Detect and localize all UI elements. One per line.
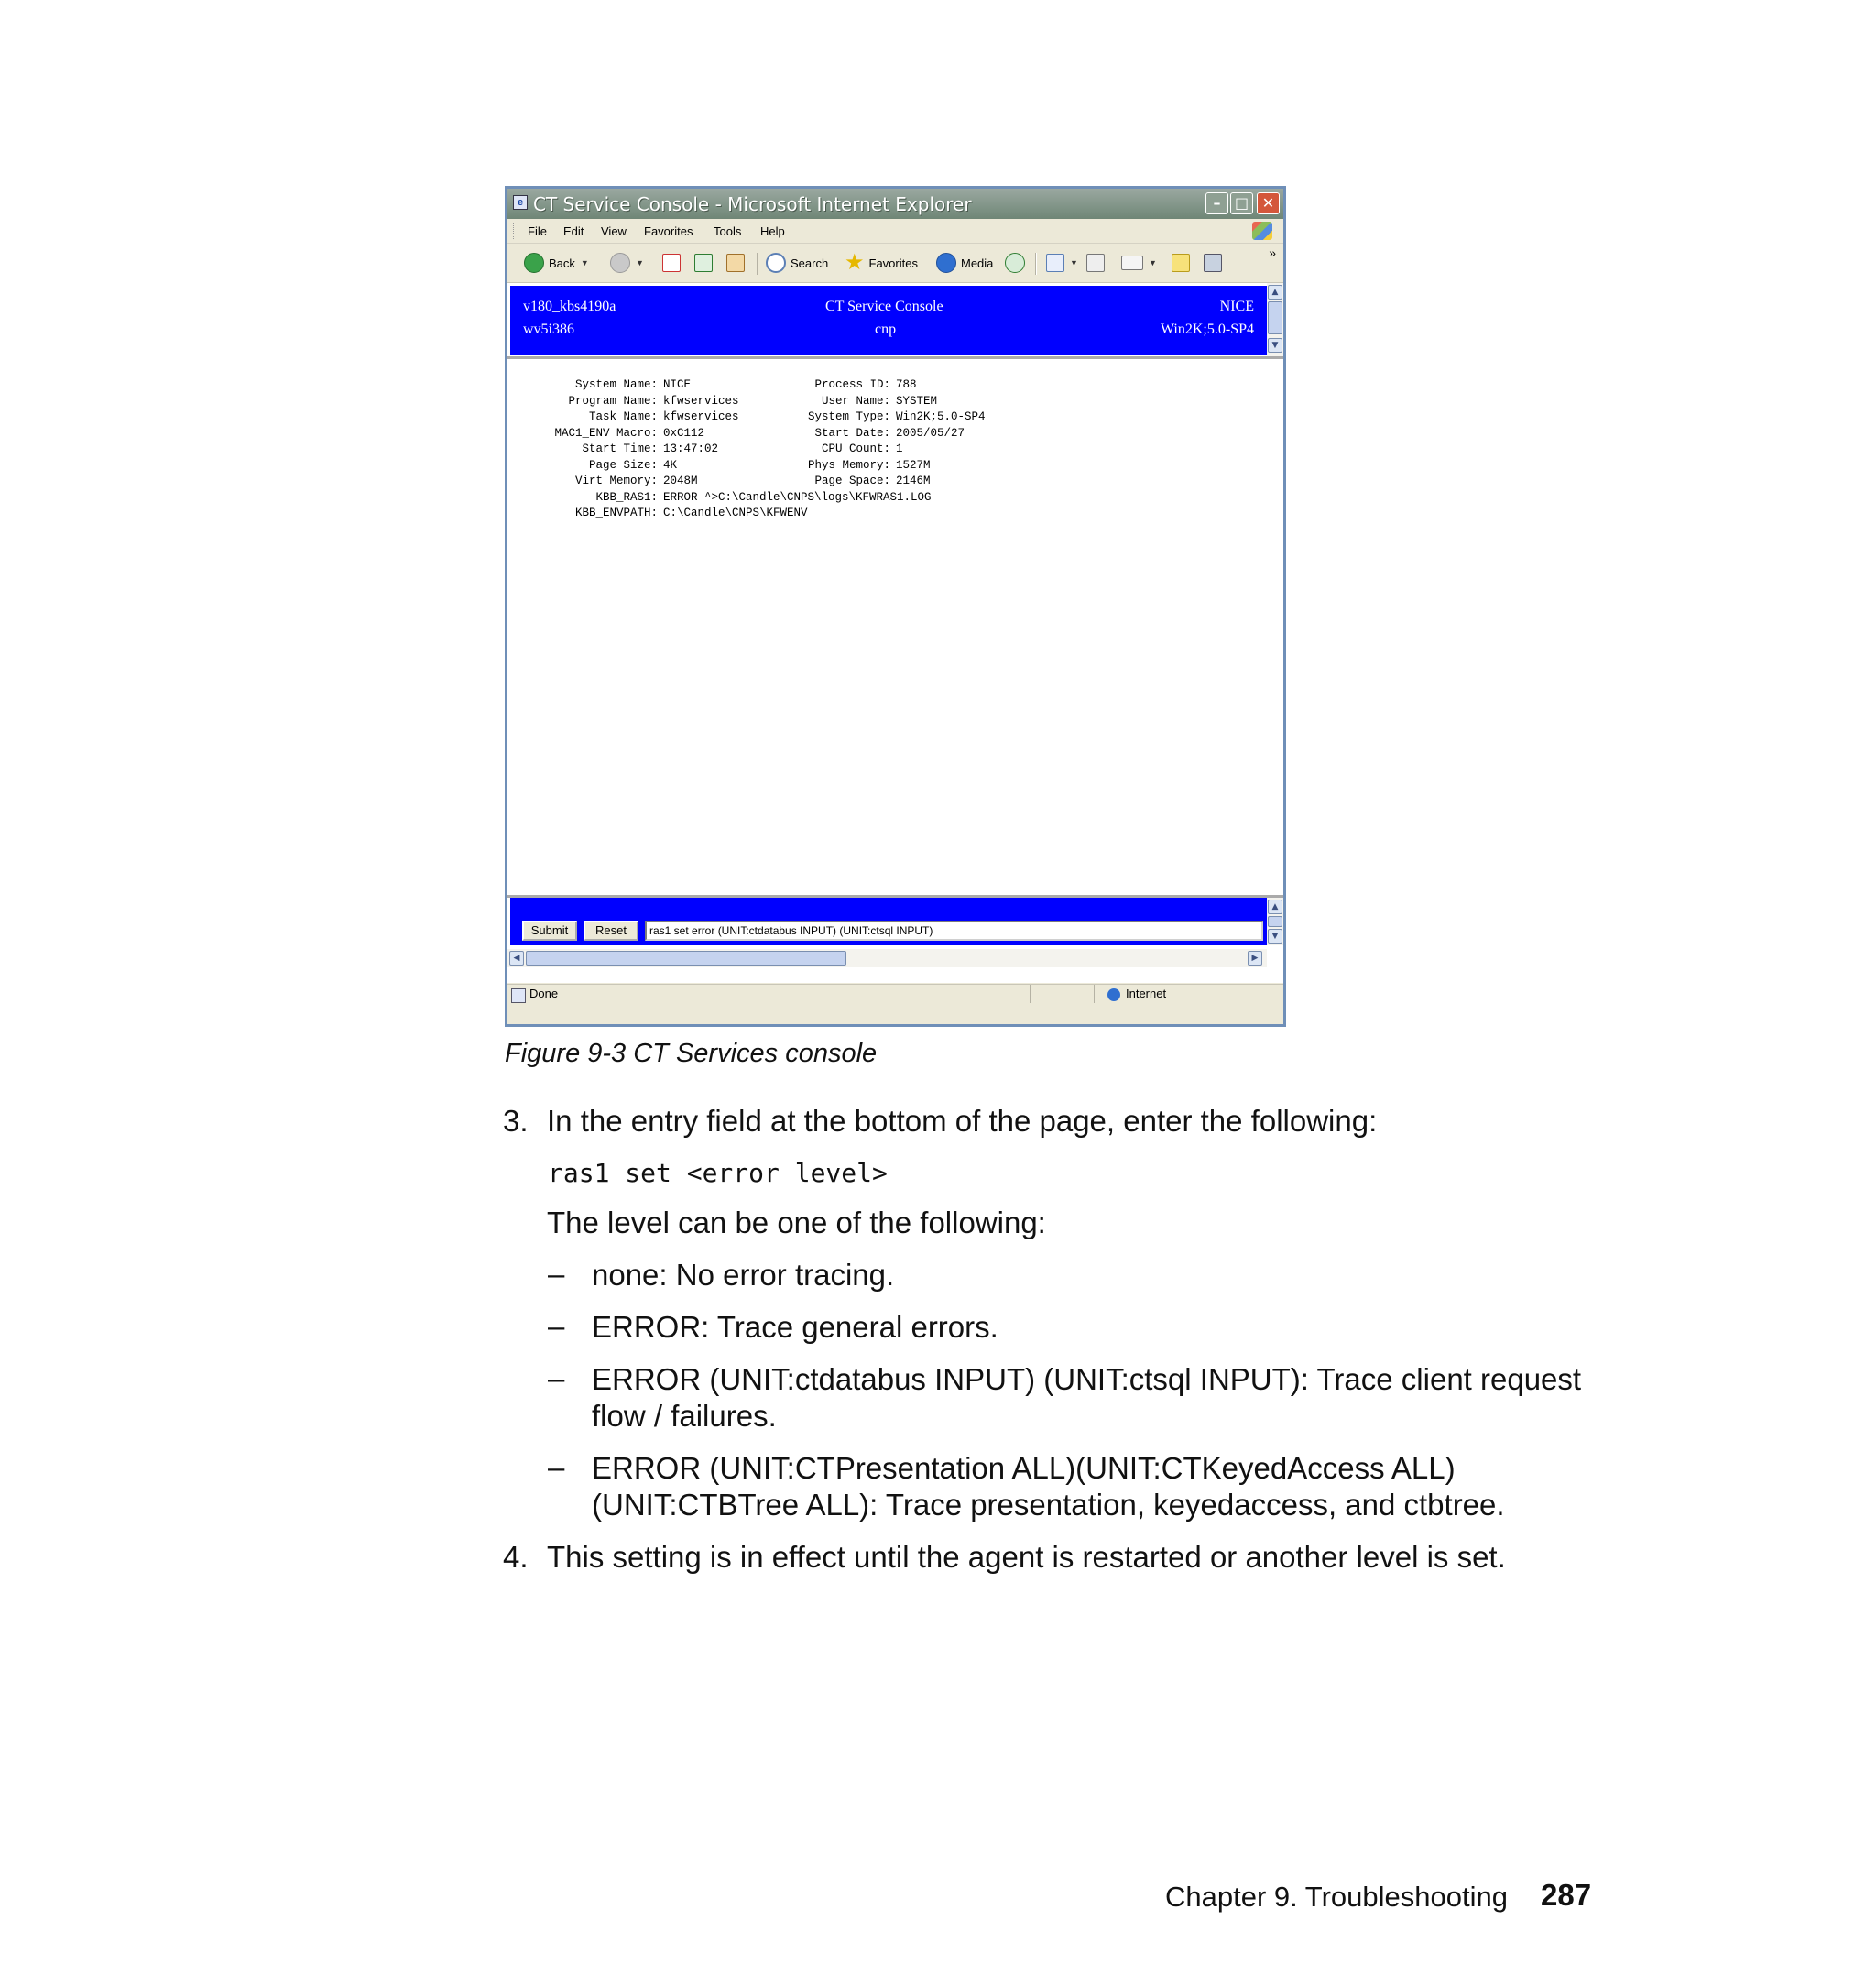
status-divider — [1094, 985, 1095, 1003]
window-title: CT Service Console - Microsoft Internet Explorer — [533, 193, 972, 215]
info-value: NICE — [663, 378, 692, 391]
info-label: KBB_ENVPATH: — [574, 507, 658, 519]
history-icon — [1005, 253, 1025, 273]
info-label: KBB_RAS1: — [595, 490, 658, 504]
status-text: Done — [529, 987, 559, 1000]
system-info-panel — [507, 366, 1267, 897]
levels-intro: The level can be one of the following: — [547, 1206, 1046, 1239]
level-item: none: No error tracing. — [592, 1258, 895, 1292]
list-dash: – — [548, 1450, 565, 1484]
menu-favorites[interactable]: Favorites — [644, 224, 693, 238]
globe-icon — [1107, 988, 1120, 1001]
step-4-text: This setting is in effect until the agent is restarted or another level is set. — [547, 1540, 1506, 1574]
level-item: ERROR: Trace general errors. — [592, 1310, 998, 1344]
chevron-down-icon: ▼ — [1070, 258, 1078, 267]
scroll-left-icon[interactable]: ◀ — [509, 951, 524, 966]
command-input[interactable]: ras1 set error (UNIT:ctdatabus INPUT) (UNIT:ctsql INPUT) — [645, 921, 1263, 941]
stop-button[interactable] — [662, 252, 681, 274]
page-number: 287 — [1541, 1878, 1592, 1912]
scroll-thumb[interactable] — [1268, 916, 1282, 927]
scroll-down-icon[interactable]: ▼ — [1268, 929, 1282, 944]
info-label: System Type: — [807, 410, 890, 423]
messenger-button[interactable] — [1204, 252, 1222, 274]
list-dash: – — [548, 1361, 565, 1395]
stop-icon — [662, 254, 681, 272]
platform-name: wv5i386 — [523, 322, 574, 337]
security-zone: Internet — [1126, 987, 1167, 1000]
info-value: kfwservices — [663, 410, 739, 423]
info-value: ERROR ^>C:\Candle\CNPS\logs\KFWRAS1.LOG — [663, 490, 932, 504]
info-value: 13:47:02 — [663, 442, 719, 455]
ie-icon: e — [513, 195, 528, 210]
host-name: v180_kbs4190a — [523, 299, 616, 314]
system-name: NICE — [1219, 299, 1254, 314]
level-item: ERROR (UNIT:ctdatabus INPUT) (UNIT:ctsql INPUT): Trace client request flow / failures. — [592, 1362, 1582, 1433]
info-label: Start Date: — [814, 426, 890, 440]
step-number: 3. — [503, 1104, 529, 1138]
scroll-thumb[interactable] — [1268, 301, 1282, 334]
info-value: C:\Candle\CNPS\KFWENV — [663, 507, 808, 519]
list-dash: – — [548, 1309, 565, 1343]
info-label: CPU Count: — [821, 442, 890, 455]
menu-help[interactable]: Help — [760, 224, 785, 238]
info-label: Task Name: — [588, 410, 658, 423]
back-button[interactable]: Back ▼ — [524, 252, 589, 274]
step-number: 4. — [503, 1540, 529, 1574]
info-label: Page Size: — [588, 458, 658, 472]
info-label: Virt Memory: — [574, 475, 658, 487]
mail-icon — [1046, 254, 1064, 272]
info-value: 0xC112 — [663, 426, 705, 440]
info-value: kfwservices — [663, 394, 739, 408]
console-component: cnp — [875, 322, 897, 337]
home-button[interactable] — [726, 252, 745, 274]
printer-icon — [1086, 254, 1105, 272]
home-icon — [726, 254, 745, 272]
menu-tools[interactable]: Tools — [714, 224, 742, 238]
edit-button[interactable] — [1121, 252, 1157, 274]
info-value: 1 — [896, 442, 903, 455]
info-label: Start Time: — [582, 442, 658, 455]
info-label: User Name: — [821, 394, 890, 408]
toolbar-overflow-icon[interactable]: » — [1269, 246, 1276, 260]
menu-bar — [507, 219, 1283, 244]
console-title: CT Service Console — [825, 299, 943, 314]
console-banner — [510, 286, 1267, 355]
menu-view[interactable]: View — [601, 224, 627, 238]
search-button[interactable]: Search — [766, 252, 828, 274]
star-icon: ★ — [845, 250, 865, 275]
command-form — [510, 898, 1267, 945]
ie-browser-window — [505, 186, 1286, 1027]
chevron-down-icon: ▼ — [580, 258, 589, 267]
scroll-down-icon[interactable]: ▼ — [1268, 338, 1282, 353]
minimize-button[interactable]: – — [1205, 192, 1228, 214]
favorites-button[interactable]: ★ Favorites — [845, 250, 918, 275]
toolbar-separator — [757, 253, 758, 275]
back-arrow-icon — [524, 253, 544, 273]
media-button[interactable]: Media — [936, 252, 993, 274]
info-value: 2146M — [896, 475, 931, 487]
info-value: Win2K;5.0-SP4 — [896, 410, 986, 423]
chevron-down-icon: ▼ — [1149, 258, 1157, 267]
forward-button[interactable] — [610, 252, 644, 274]
mail-button[interactable] — [1046, 252, 1078, 274]
info-label: Program Name: — [568, 394, 658, 408]
toolbar-separator — [1035, 253, 1037, 275]
info-value: 2048M — [663, 475, 698, 487]
level-item: ERROR (UNIT:CTPresentation ALL)(UNIT:CTKeyedAccess ALL)(UNIT:CTBTree ALL): Trace presentation, keyedaccess, and ctbtree. — [592, 1451, 1505, 1522]
scroll-right-icon[interactable]: ▶ — [1248, 951, 1262, 966]
step-3-text: In the entry field at the bottom of the page, enter the following: — [547, 1104, 1378, 1138]
info-label: MAC1_ENV Macro: — [554, 426, 658, 440]
messenger-icon — [1204, 254, 1222, 272]
menu-grip — [513, 223, 517, 239]
info-value: SYSTEM — [896, 394, 938, 408]
forward-arrow-icon — [610, 253, 630, 273]
menu-edit[interactable]: Edit — [563, 224, 584, 238]
discuss-icon — [1172, 254, 1190, 272]
edit-icon — [1121, 256, 1143, 270]
discuss-button[interactable] — [1172, 252, 1190, 274]
info-value: 4K — [663, 458, 678, 472]
windows-logo-icon — [1252, 222, 1272, 240]
search-icon — [766, 253, 786, 273]
chevron-down-icon: ▼ — [636, 258, 644, 267]
figure-caption: Figure 9-3 CT Services console — [505, 1039, 878, 1068]
maximize-button[interactable]: □ — [1230, 192, 1253, 214]
page-icon — [511, 988, 526, 1003]
system-type: Win2K;5.0-SP4 — [1160, 322, 1254, 337]
info-label: Process ID: — [814, 378, 890, 391]
refresh-button[interactable] — [694, 252, 713, 274]
media-globe-icon — [936, 253, 956, 273]
title-bar — [507, 189, 1283, 219]
scroll-up-icon[interactable]: ▲ — [1268, 900, 1282, 914]
page-content — [507, 283, 1283, 983]
info-label: Phys Memory: — [807, 458, 890, 472]
refresh-icon — [694, 254, 713, 272]
banner-scrollbar[interactable] — [1267, 283, 1283, 356]
scroll-up-icon[interactable]: ▲ — [1268, 285, 1282, 300]
info-value: 1527M — [896, 458, 931, 472]
status-bar — [507, 984, 1283, 1027]
form-scrollbar[interactable] — [1267, 898, 1283, 945]
info-value: 788 — [896, 378, 917, 391]
list-dash: – — [548, 1257, 565, 1291]
footer-chapter: Chapter 9. Troubleshooting — [1165, 1881, 1508, 1913]
print-button[interactable] — [1086, 252, 1105, 274]
reset-button[interactable]: Reset — [584, 921, 638, 941]
info-value: 2005/05/27 — [896, 426, 965, 440]
scroll-thumb[interactable] — [526, 951, 846, 966]
close-button[interactable]: ✕ — [1257, 192, 1280, 214]
frame-divider — [507, 356, 1283, 359]
menu-file[interactable]: File — [528, 224, 547, 238]
history-button[interactable] — [1005, 252, 1025, 274]
info-label: Page Space: — [814, 475, 890, 487]
toolbar — [507, 244, 1283, 283]
submit-button[interactable]: Submit — [522, 921, 577, 941]
command-example: ras1 set <error level> — [548, 1158, 888, 1188]
status-divider — [1030, 985, 1031, 1003]
info-label: System Name: — [574, 378, 658, 391]
horizontal-scrollbar[interactable] — [507, 949, 1267, 967]
